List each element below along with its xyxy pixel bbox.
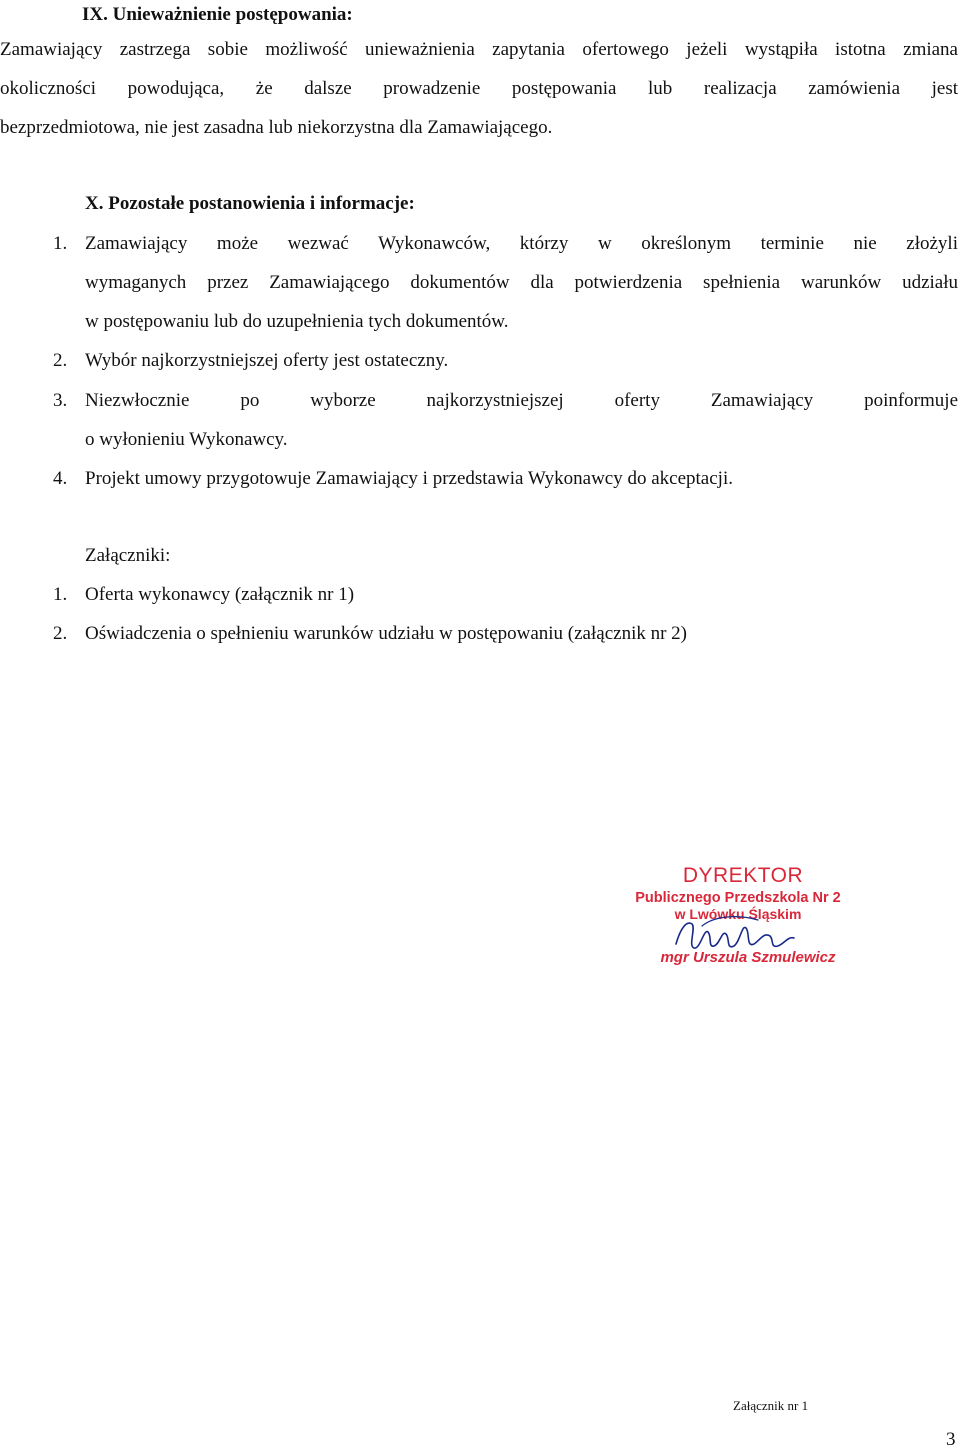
- list-item-line: Wybór najkorzystniejszej oferty jest ostateczny.: [85, 350, 449, 371]
- list-item-line: o wyłonieniu Wykonawcy.: [85, 429, 288, 450]
- list-item-line: Projekt umowy przygotowuje Zamawiający i przedstawia Wykonawcy do akceptacji.: [85, 468, 733, 489]
- attachment-number: 2.: [53, 623, 68, 644]
- attachment-item: Oferta wykonawcy (załącznik nr 1): [85, 584, 355, 605]
- list-item-number: 1.: [53, 233, 68, 254]
- attachment-number: 1.: [53, 584, 68, 605]
- stamp-line-2: w Lwówku Śląskim: [674, 906, 802, 922]
- stamp-title: DYREKTOR: [682, 864, 804, 887]
- list-item-number: 3.: [53, 390, 68, 411]
- section-ix-heading: IX. Unieważnienie postępowania:: [82, 4, 353, 25]
- list-item-line: Zamawiający może wezwać Wykonawców, którzy w określonym terminie nie złożyli: [85, 233, 958, 254]
- list-item-line: w postępowaniu lub do uzupełnienia tych dokumentów.: [85, 311, 509, 332]
- list-item-line: wymaganych przez Zamawiającego dokumentów dla potwierdzenia spełnienia warunków udziału: [85, 272, 958, 293]
- stamp-line-1: Publicznego Przedszkola Nr 2: [635, 890, 841, 906]
- director-stamp: [618, 858, 868, 978]
- section-ix-line-2: okoliczności powodująca, że dalsze prowadzenie postępowania lub realizacja zamówienia jest: [0, 78, 958, 99]
- section-ix-line-3: bezprzedmiotowa, nie jest zasadna lub niekorzystna dla Zamawiającego.: [0, 117, 553, 138]
- page-number: 3: [946, 1429, 956, 1450]
- list-item-number: 2.: [53, 350, 68, 371]
- section-ix-line-1: Zamawiający zastrzega sobie możliwość unieważnienia zapytania ofertowego jeżeli wystąpiła istotna zmiana: [0, 39, 958, 60]
- list-item-line: Niezwłocznie po wyborze najkorzystniejszej oferty Zamawiający poinformuje: [85, 390, 958, 411]
- attachment-item: Oświadczenia o spełnieniu warunków udziału w postępowaniu (załącznik nr 2): [85, 623, 687, 644]
- attachments-title: Załączniki:: [85, 545, 171, 566]
- section-x-heading: X. Pozostałe postanowienia i informacje:: [85, 193, 415, 214]
- stamp-name: mgr Urszula Szmulewicz: [660, 949, 836, 966]
- list-item-number: 4.: [53, 468, 68, 489]
- footer-attachment-note: Załącznik nr 1: [733, 1398, 809, 1413]
